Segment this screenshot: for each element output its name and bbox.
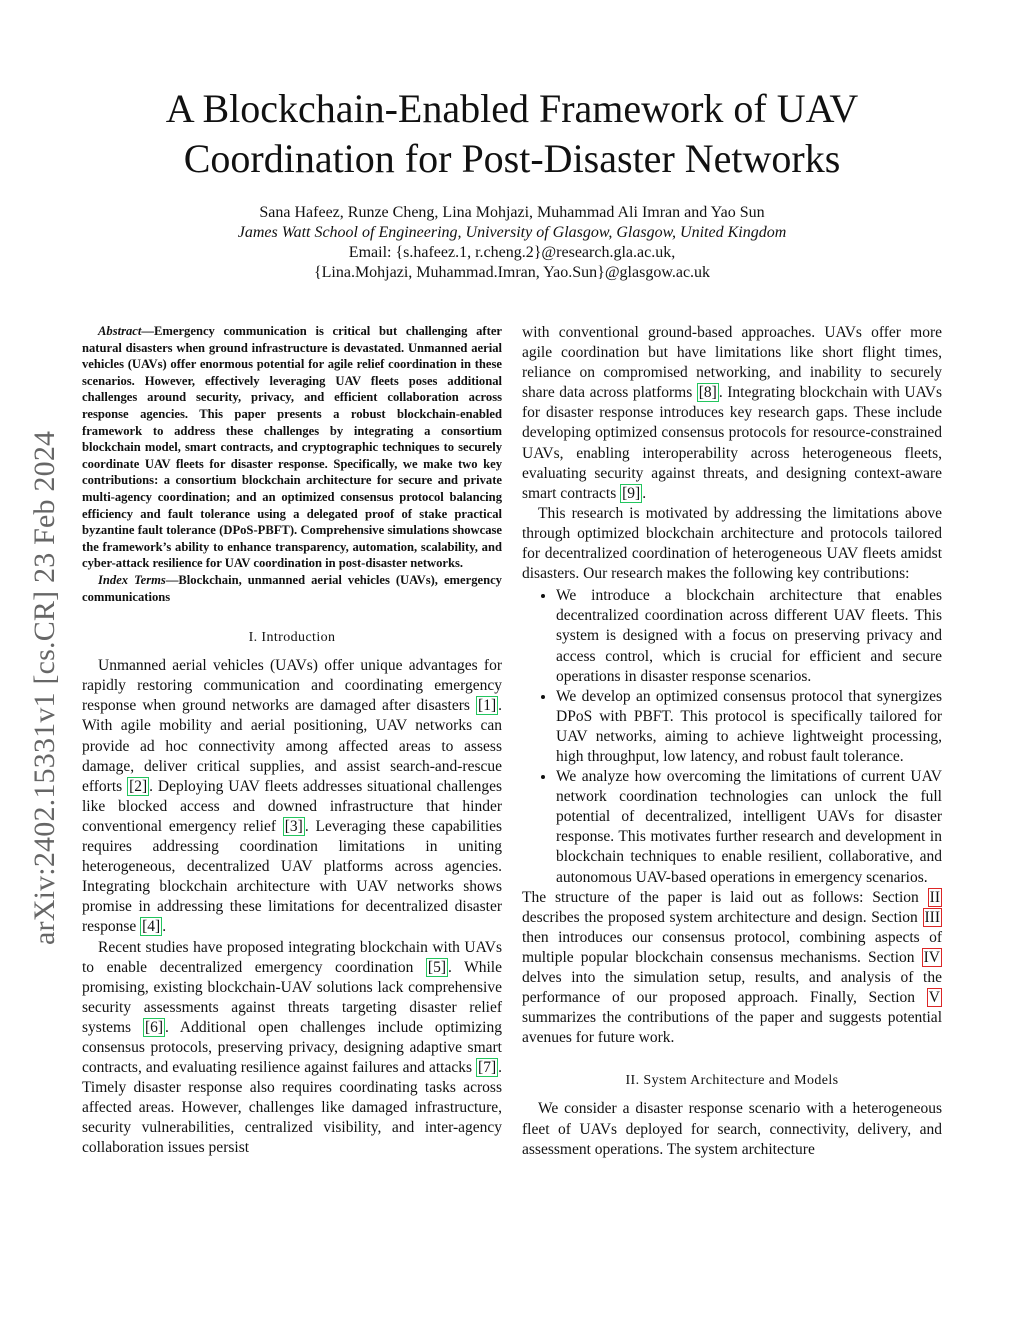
affiliation: James Watt School of Engineering, University of Glasgow, Glasgow, United Kingdom [237, 224, 787, 241]
citation-link[interactable]: [8] [698, 384, 717, 402]
intro-paragraph-4: This research is motivated by addressing the limitations above through optimized blockchain architecture and protocols tailored for decentralized coordination of heterogeneous UAV fleets amidst disasters. Our research makes the following key contributions: [522, 504, 942, 583]
text-span: The structure of the paper is laid out as follows: Section [522, 888, 928, 906]
paper-structure-paragraph [522, 888, 942, 1049]
list-item: • We analyze how overcoming the limitations of current UAV network coordination technologies can unlock the full potential of decentralized, intelligent UAVs for disaster response. This motivates further research and development in blockchain techniques to enable resilient, collaborative, and autonomous UAV-based operations in emergency scenarios. [556, 767, 942, 888]
arxiv-identifier: arXiv:2402.15331v1 [cs.CR] 23 Feb 2024 [28, 430, 61, 945]
text-span: . Additional open challenges include optimizing consensus protocols, preserving privacy, designing adaptive smart contracts, and evaluating resilience against failures and attacks [82, 1018, 502, 1077]
abstract [82, 323, 502, 605]
citation-link[interactable]: [9] [622, 484, 641, 502]
abstract-text: —Emergency communication is critical but challenging after natural disasters when ground infrastructure is devastated. Unmanned aerial vehicles (UAVs) offer enormous potential for agile relief coordination in these scenarios. However, effectively leveraging UAV fleets poses additional challenges around security, privacy, and efficient collaboration across response agencies. This paper presents a robust blockchain-enabled framework to address these challenges by integrating a consortium blockchain model, smart contracts, and cryptographic techniques to securely coordinate UAV fleets for disaster response. Specifically, we make two key contributions: a consortium blockchain architecture for secure and private multi-agency coordination; and an optimized consensus protocol balancing efficiency and fault tolerance using a delegated proof of stake practical byzantine fault tolerance (DPoS-PBFT). Comprehensive simulations showcase the framework’s ability to enhance transparency, automation, scalability, and cyber-attack resilience for UAV coordination in post-disaster networks. [82, 324, 502, 571]
email-line-2: {Lina.Mohjazi, Muhammad.Imran, Yao.Sun}@glasgow.ac.uk [313, 264, 711, 281]
text-span: Recent studies have proposed integrating blockchain with UAVs to enable decentralized emergency coordination [82, 938, 502, 976]
list-item: • We develop an optimized consensus protocol that synergizes DPoS with PBFT. This protocol is specifically tailored for UAV networks, aiming to achieve lightweight processing, high throughput, low latency, and robust fault tolerance. [556, 687, 942, 767]
right-column [522, 323, 942, 1160]
text-span: . While promising, existing blockchain-UAV solutions lack comprehensive security assessments against threats targeting disaster relief systems [82, 958, 502, 1036]
citation-link[interactable]: [7] [478, 1059, 497, 1077]
text-span: . [162, 918, 167, 936]
index-terms-label: Index Terms [98, 572, 166, 587]
citation-link[interactable]: [3] [284, 817, 303, 835]
intro-paragraph-3 [522, 323, 942, 504]
section-link[interactable]: III [924, 908, 940, 926]
section-heading-introduction: I. Introduction [248, 630, 336, 646]
text-span: summarizes the contributions of the paper and suggests potential avenues for future work. [522, 1009, 942, 1047]
author-list: Sana Hafeez, Runze Cheng, Lina Mohjazi, Muhammad Ali Imran and Yao Sun [259, 204, 765, 221]
text-span: delves into the simulation setup, results, and analysis of the performance of our proposed approach. Finally, Section [522, 969, 942, 1007]
index-terms-text: —Blockchain, unmanned aerial vehicles (UAVs), emergency communications [82, 572, 502, 604]
section-link[interactable]: IV [923, 948, 940, 966]
citation-link[interactable]: [4] [142, 918, 161, 936]
contribution-list [522, 586, 942, 887]
text-span: Unmanned aerial vehicles (UAVs) offer unique advantages for rapidly restoring communication and coordinating emergency response when ground networks are damaged after disasters [82, 657, 502, 715]
text-span: . Deploying UAV fleets addresses situational challenges like blocked access and downed infrastructure that hinder conventional emergency relief [82, 777, 502, 835]
text-span: . Timely disaster response also requires coordinating tasks across affected areas. However, challenges like damaged infrastructure, security vulnerabilities, centralized visibility, and inter-agency collaboration issues persist [82, 1059, 502, 1157]
title-line-1: A Blockchain-Enabled Framework of UAV [165, 86, 859, 131]
paper-title [100, 84, 924, 184]
citation-link[interactable]: [2] [129, 777, 148, 795]
text-span: . Leveraging these capabilities requires addressing coordination limitations in uniting heterogeneous, decentralized UAV platforms across agencies. Integrating blockchain architecture with UAV networks shows promise in addressing these limitations for decentralized disaster response [82, 817, 502, 936]
text-span: . Integrating blockchain with UAVs for disaster response introduces key research gaps. These include developing optimized consensus protocols for resource-constrained UAVs, enabling interoperability across heterogeneous fleets, evaluating security against threats, and designing context-aware smart contracts [522, 384, 942, 502]
abstract-label: Abstract [98, 324, 142, 338]
text-span: describes the proposed system architecture and design. Section [522, 908, 923, 926]
intro-paragraph-2 [82, 938, 502, 1159]
section-link[interactable]: II [929, 888, 940, 906]
text-span: . With agile mobility and aerial positioning, UAV networks can provide ad hoc connectivity among affected areas to assess damage, deliver critical supplies, and assist search-and-rescue efforts [82, 697, 502, 795]
intro-paragraph-1 [82, 656, 502, 937]
text-span: then introduces our consensus protocol, combining aspects of multiple popular blockchain consensus mechanisms. Section [522, 928, 942, 966]
text-span: with conventional ground-based approaches. UAVs offer more agile coordination but have limitations like short flight times, reliance on compromised networking, and inability to securely share data across platforms [522, 324, 942, 402]
left-column [82, 323, 502, 1159]
email-line-1: Email: {s.hafeez.1, r.cheng.2}@research.gla.ac.uk, [348, 244, 676, 261]
citation-link[interactable]: [1] [478, 697, 497, 715]
author-block [100, 203, 924, 283]
section-link[interactable]: V [928, 989, 940, 1007]
citation-link[interactable]: [5] [427, 958, 446, 976]
text-span: . [642, 484, 647, 502]
system-architecture-paragraph: We consider a disaster response scenario with a heterogeneous fleet of UAVs deployed for search, connectivity, delivery, and assessment operations. The system architecture [522, 1100, 942, 1158]
title-line-2: Coordination for Post-Disaster Networks [183, 136, 841, 181]
list-item: • We introduce a blockchain architecture that enables decentralized coordination across different UAV fleets. This system is designed with a focus on preserving privacy and access control, which is crucial for efficient and secure operations in disaster response scenarios. [556, 586, 942, 686]
citation-link[interactable]: [6] [144, 1018, 164, 1036]
section-heading-system-architecture: II. System Architecture and Models [625, 1073, 839, 1089]
